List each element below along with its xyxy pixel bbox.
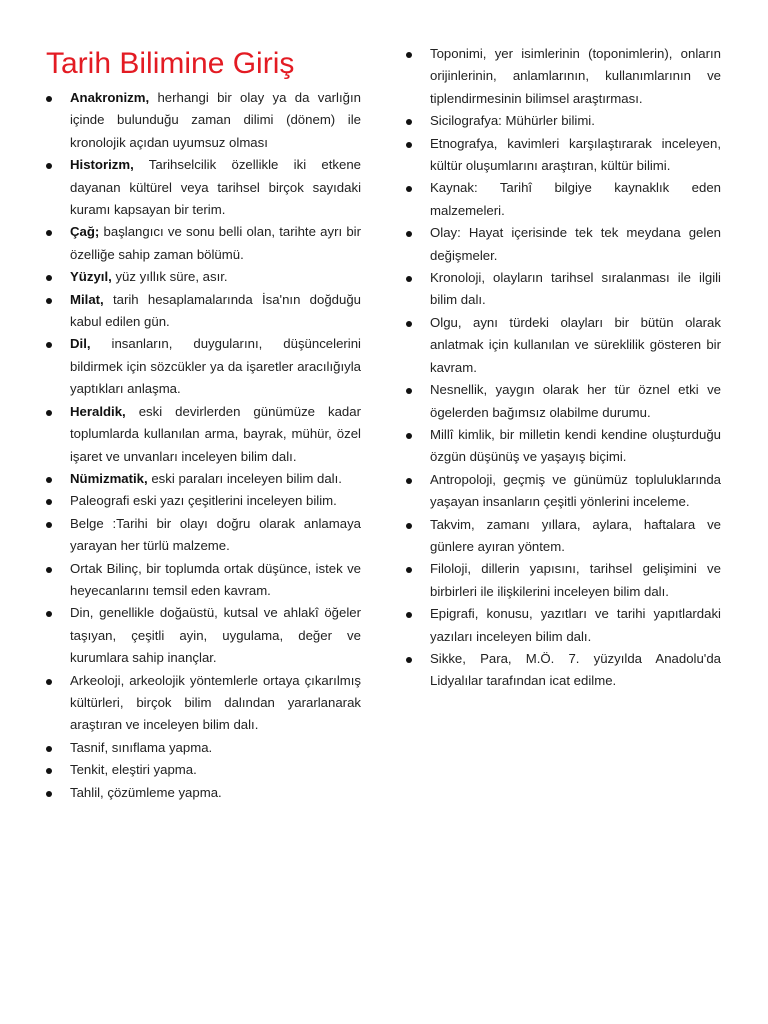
- definition-text: Epigrafi, konusu, yazıtları ve tarihi yapıtlardaki yazıları inceleyen bilim dalı.: [430, 606, 721, 644]
- definition-text: başlangıcı ve sonu belli olan, tarihte ayrı bir özelliğe sahip zaman bölümü.: [70, 224, 361, 262]
- term-label: Milat,: [70, 291, 104, 307]
- list-item: [46, 670, 361, 737]
- bullet-icon: [46, 679, 52, 685]
- definition-text: Sikke, Para, M.Ö. 7. yüzyılda Anadolu'da Lidyalılar tarafından icat edilme.: [430, 650, 721, 689]
- definition-text: Paleografi eski yazı çeşitlerini inceleyen bilim.: [70, 493, 337, 509]
- definition-text: tarih hesaplamalarında İsa'nın doğduğu kabul edilen gün.: [70, 291, 361, 330]
- list-item: [46, 490, 361, 512]
- list-item: [46, 401, 361, 468]
- bullet-icon: [46, 567, 52, 573]
- bullet-icon: [406, 567, 412, 573]
- list-item: [406, 603, 721, 648]
- list-item: [406, 558, 721, 603]
- right-column-list: [406, 43, 721, 693]
- definition-text: yüz yıllık süre, asır.: [111, 269, 228, 285]
- list-item: [406, 43, 721, 110]
- list-item: [46, 266, 361, 288]
- term-label: Çağ;: [70, 224, 100, 240]
- definition-text: Nesnellik, yaygın olarak her tür öznel etki ve ögelerden bağımsız olabilme durumu.: [430, 382, 721, 420]
- bullet-icon: [406, 186, 412, 192]
- definition-text: eski paraları inceleyen bilim dalı.: [147, 470, 342, 486]
- bullet-icon: [406, 478, 412, 484]
- definition-text: Tarihselcilik özellikle iki etkene dayanan kültürel veya tarihsel birçok sayıdaki kuramı kapsayan bir terim.: [70, 157, 361, 218]
- definition-text: Olgu, aynı türdeki olayları bir bütün olarak anlatmak için kullanılan ve süreklilik gösteren bir kavram.: [430, 314, 721, 375]
- definition-text: Tenkit, eleştiri yapma.: [70, 762, 197, 778]
- definition-text: Antropoloji, geçmiş ve günümüz topluluklarında yaşayan insanların çeşitli yönlerini inceleme.: [430, 471, 721, 510]
- term-label: Historizm,: [70, 157, 134, 173]
- definition-text: Sicilografya: Mühürler bilimi.: [430, 113, 595, 129]
- bullet-icon: [46, 298, 52, 304]
- page-title: Tarih Bilimine Giriş: [46, 47, 295, 80]
- term-label: Dil,: [70, 336, 91, 352]
- list-item: [406, 648, 721, 693]
- term-label: Anakronizm,: [70, 90, 150, 105]
- list-item: [46, 737, 361, 759]
- list-item: [406, 379, 721, 424]
- list-item: [46, 221, 361, 266]
- definition-text: Takvim, zamanı yıllara, aylara, haftalara ve günlere ayıran yöntem.: [430, 516, 721, 554]
- bullet-icon: [46, 791, 52, 797]
- bullet-icon: [46, 275, 52, 281]
- list-item: [406, 267, 721, 312]
- list-item: [46, 558, 361, 603]
- term-label: Heraldik,: [70, 403, 126, 419]
- bullet-icon: [406, 276, 412, 282]
- bullet-icon: [406, 612, 412, 618]
- definition-text: Millî kimlik, bir milletin kendi kendine oluşturduğu özgün düşünüş ve yaşayış biçimi.: [430, 426, 721, 465]
- definition-text: Filoloji, dillerin yapısını, tarihsel gelişimini ve birbirleri ile ilişkilerini inceleyen bilim dalı.: [430, 561, 721, 599]
- definition-text: Tahlil, çözümleme yapma.: [70, 784, 222, 800]
- bullet-icon: [46, 522, 52, 528]
- list-item: [46, 759, 361, 781]
- definition-text: Toponimi, yer isimlerinin (toponimlerin), onların orijinlerinin, anlamlarının, kullanımlarının ve tiplendirmesinin bilimsel araştırması.: [430, 46, 721, 106]
- bullet-icon: [46, 746, 52, 752]
- definition-text: Olay: Hayat içerisinde tek tek meydana gelen değişmeler.: [430, 225, 721, 263]
- bullet-icon: [406, 119, 412, 125]
- list-item: [46, 513, 361, 558]
- definition-text: Kronoloji, olayların tarihsel sıralanması ile ilgili bilim dalı.: [430, 270, 721, 308]
- bullet-icon: [46, 477, 52, 483]
- bullet-icon: [46, 410, 52, 416]
- list-item: [46, 333, 361, 400]
- list-item: [406, 110, 721, 132]
- bullet-icon: [406, 523, 412, 529]
- bullet-icon: [406, 321, 412, 327]
- definition-text: herhangi bir olay ya da varlığın içinde bulunduğu zaman dilimi (dönem) ile kronolojik açıdan uyumsuz olması: [70, 90, 361, 150]
- definition-text: eski devirlerden günümüze kadar toplumlarda kullanılan arma, bayrak, mühür, özel işaret ve unvanları inceleyen bilim dalı.: [70, 403, 361, 464]
- definition-text: Kaynak: Tarihî bilgiye kaynaklık eden malzemeleri.: [430, 180, 721, 218]
- term-label: Yüzyıl,: [70, 269, 112, 285]
- list-item: [406, 424, 721, 469]
- term-label: Nümizmatik,: [70, 470, 148, 486]
- bullet-icon: [406, 142, 412, 148]
- bullet-icon: [46, 96, 52, 102]
- list-item: [46, 87, 361, 154]
- definition-text: Etnografya, kavimleri karşılaştırarak inceleyen, kültür oluşumlarını araştıran, kültür bilimi.: [430, 135, 721, 174]
- list-item: [406, 514, 721, 559]
- bullet-icon: [406, 657, 412, 663]
- bullet-icon: [406, 388, 412, 394]
- list-item: [406, 133, 721, 178]
- list-item: [406, 222, 721, 267]
- bullet-icon: [46, 230, 52, 236]
- definition-text: Tasnif, sınıflama yapma.: [70, 739, 213, 755]
- bullet-icon: [46, 499, 52, 505]
- bullet-icon: [406, 231, 412, 237]
- bullet-icon: [46, 611, 52, 617]
- definition-text: Belge :Tarihi bir olayı doğru olarak anlamaya yarayan her türlü malzeme.: [70, 515, 361, 554]
- bullet-icon: [406, 433, 412, 439]
- list-item: [406, 469, 721, 514]
- list-item: [46, 289, 361, 334]
- definition-text: insanların, duygularını, düşüncelerini bildirmek için sözcükler ya da işaretler aracılığıyla yaptıkları anlaşma.: [70, 336, 361, 397]
- bullet-icon: [406, 52, 412, 58]
- list-item: [406, 312, 721, 379]
- list-item: [46, 782, 361, 804]
- list-item: [46, 602, 361, 669]
- list-item: [46, 468, 361, 490]
- left-column-list: [46, 87, 361, 804]
- definition-text: Ortak Bilinç, bir toplumda ortak düşünce, istek ve heyecanlarını temsil eden kavram.: [70, 560, 361, 598]
- list-item: [46, 154, 361, 221]
- list-item: [406, 177, 721, 222]
- bullet-icon: [46, 163, 52, 169]
- bullet-icon: [46, 342, 52, 348]
- bullet-icon: [46, 768, 52, 774]
- definition-text: Din, genellikle doğaüstü, kutsal ve ahlakî öğeler taşıyan, çeşitli ayin, uygulama, değer ve kurumlara sahip inançlar.: [70, 605, 361, 666]
- definition-text: Arkeoloji, arkeolojik yöntemlerle ortaya çıkarılmış kültürleri, birçok bilim dalından yararlanarak araştıran ve inceleyen bilim dalı.: [70, 672, 361, 733]
